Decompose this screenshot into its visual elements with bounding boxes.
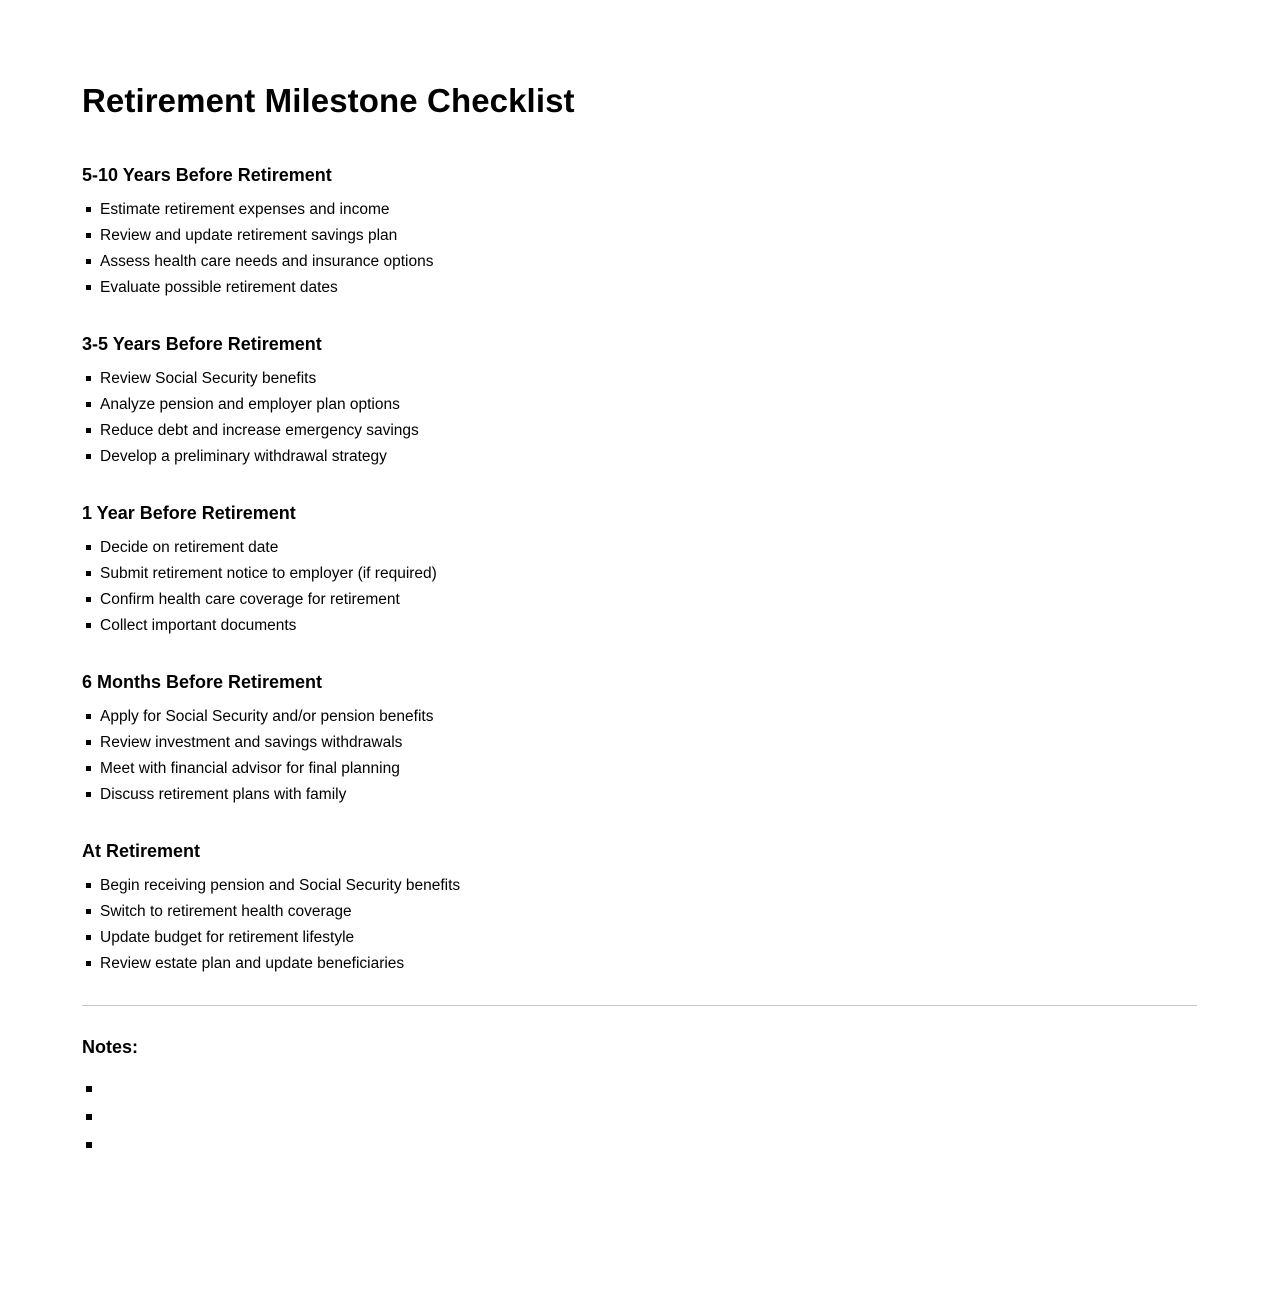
- bullet-square-icon: [86, 454, 91, 459]
- bullet-square-icon: [86, 909, 91, 914]
- checklist-items: [82, 535, 1198, 639]
- bullet-square-icon: [86, 1114, 92, 1120]
- list-item-label: Develop a preliminary withdrawal strategy: [100, 448, 387, 465]
- list-item[interactable]: [82, 899, 1198, 925]
- list-item[interactable]: [82, 587, 1198, 613]
- list-item[interactable]: [82, 249, 1198, 275]
- section-divider: [82, 1005, 1197, 1006]
- notes-heading: Notes:: [82, 1037, 139, 1057]
- section-heading: 5-10 Years Before Retirement: [82, 165, 332, 185]
- list-item[interactable]: [82, 418, 1198, 444]
- list-item-label: Assess health care needs and insurance options: [100, 253, 434, 270]
- list-item-label: Analyze pension and employer plan options: [100, 396, 400, 413]
- list-item-label: Review investment and savings withdrawals: [100, 734, 403, 751]
- list-item[interactable]: [82, 782, 1198, 808]
- bullet-square-icon: [86, 792, 91, 797]
- bullet-square-icon: [86, 428, 91, 433]
- list-item-label: Estimate retirement expenses and income: [100, 201, 390, 218]
- section-heading: 3-5 Years Before Retirement: [82, 334, 322, 354]
- list-item[interactable]: [82, 366, 1198, 392]
- checklist-section: [82, 164, 1198, 301]
- list-item[interactable]: [82, 444, 1198, 470]
- list-item[interactable]: [82, 613, 1198, 639]
- list-item[interactable]: [82, 535, 1198, 561]
- bullet-square-icon: [86, 623, 91, 628]
- list-item-label: Review and update retirement savings plan: [100, 227, 398, 244]
- list-item-label: Apply for Social Security and/or pension benefits: [100, 708, 434, 725]
- list-item[interactable]: [82, 704, 1198, 730]
- list-item-label: Reduce debt and increase emergency savings: [100, 422, 419, 439]
- bullet-square-icon: [86, 714, 91, 719]
- bullet-square-icon: [86, 597, 91, 602]
- list-item[interactable]: [82, 392, 1198, 418]
- bullet-square-icon: [86, 207, 91, 212]
- checklist-sections: [82, 164, 1198, 977]
- bullet-square-icon: [86, 571, 91, 576]
- bullet-square-icon: [86, 1086, 92, 1092]
- list-item-label: Update budget for retirement lifestyle: [100, 929, 355, 946]
- list-item[interactable]: [82, 561, 1198, 587]
- note-item[interactable]: [82, 1076, 1198, 1104]
- checklist-section: [82, 502, 1198, 639]
- list-item-label: Confirm health care coverage for retirement: [100, 591, 400, 608]
- section-heading: At Retirement: [82, 841, 201, 861]
- checklist-section: [82, 333, 1198, 470]
- list-item[interactable]: [82, 197, 1198, 223]
- checklist-items: [82, 704, 1198, 808]
- list-item-label: Collect important documents: [100, 617, 297, 634]
- list-item-label: Discuss retirement plans with family: [100, 786, 347, 803]
- checklist-section: [82, 671, 1198, 808]
- list-item[interactable]: [82, 951, 1198, 977]
- list-item[interactable]: [82, 730, 1198, 756]
- page-title: Retirement Milestone Checklist: [82, 82, 575, 119]
- bullet-square-icon: [86, 961, 91, 966]
- section-heading: 1 Year Before Retirement: [82, 503, 296, 523]
- list-item[interactable]: [82, 275, 1198, 301]
- bullet-square-icon: [86, 766, 91, 771]
- list-item-label: Switch to retirement health coverage: [100, 903, 352, 920]
- notes-list: [82, 1076, 1198, 1160]
- bullet-square-icon: [86, 376, 91, 381]
- list-item[interactable]: [82, 223, 1198, 249]
- bullet-square-icon: [86, 883, 91, 888]
- list-item-label: Submit retirement notice to employer (if required): [100, 565, 437, 582]
- checklist-items: [82, 197, 1198, 301]
- bullet-square-icon: [86, 259, 91, 264]
- list-item-label: Review estate plan and update beneficiaries: [100, 955, 405, 972]
- bullet-square-icon: [86, 740, 91, 745]
- bullet-square-icon: [86, 935, 91, 940]
- section-heading: 6 Months Before Retirement: [82, 672, 323, 692]
- bullet-square-icon: [86, 233, 91, 238]
- checklist-section: [82, 840, 1198, 977]
- list-item[interactable]: [82, 925, 1198, 951]
- list-item-label: Meet with financial advisor for final planning: [100, 760, 400, 777]
- list-item-label: Decide on retirement date: [100, 539, 279, 556]
- bullet-square-icon: [86, 402, 91, 407]
- bullet-square-icon: [86, 545, 91, 550]
- checklist-items: [82, 366, 1198, 470]
- bullet-square-icon: [86, 285, 91, 290]
- note-item[interactable]: [82, 1104, 1198, 1132]
- checklist-items: [82, 873, 1198, 977]
- bullet-square-icon: [86, 1142, 92, 1148]
- list-item-label: Review Social Security benefits: [100, 370, 317, 387]
- list-item[interactable]: [82, 873, 1198, 899]
- note-item[interactable]: [82, 1132, 1198, 1160]
- list-item-label: Begin receiving pension and Social Security benefits: [100, 877, 461, 894]
- list-item-label: Evaluate possible retirement dates: [100, 279, 338, 296]
- notes-block: [82, 1036, 1198, 1160]
- list-item[interactable]: [82, 756, 1198, 782]
